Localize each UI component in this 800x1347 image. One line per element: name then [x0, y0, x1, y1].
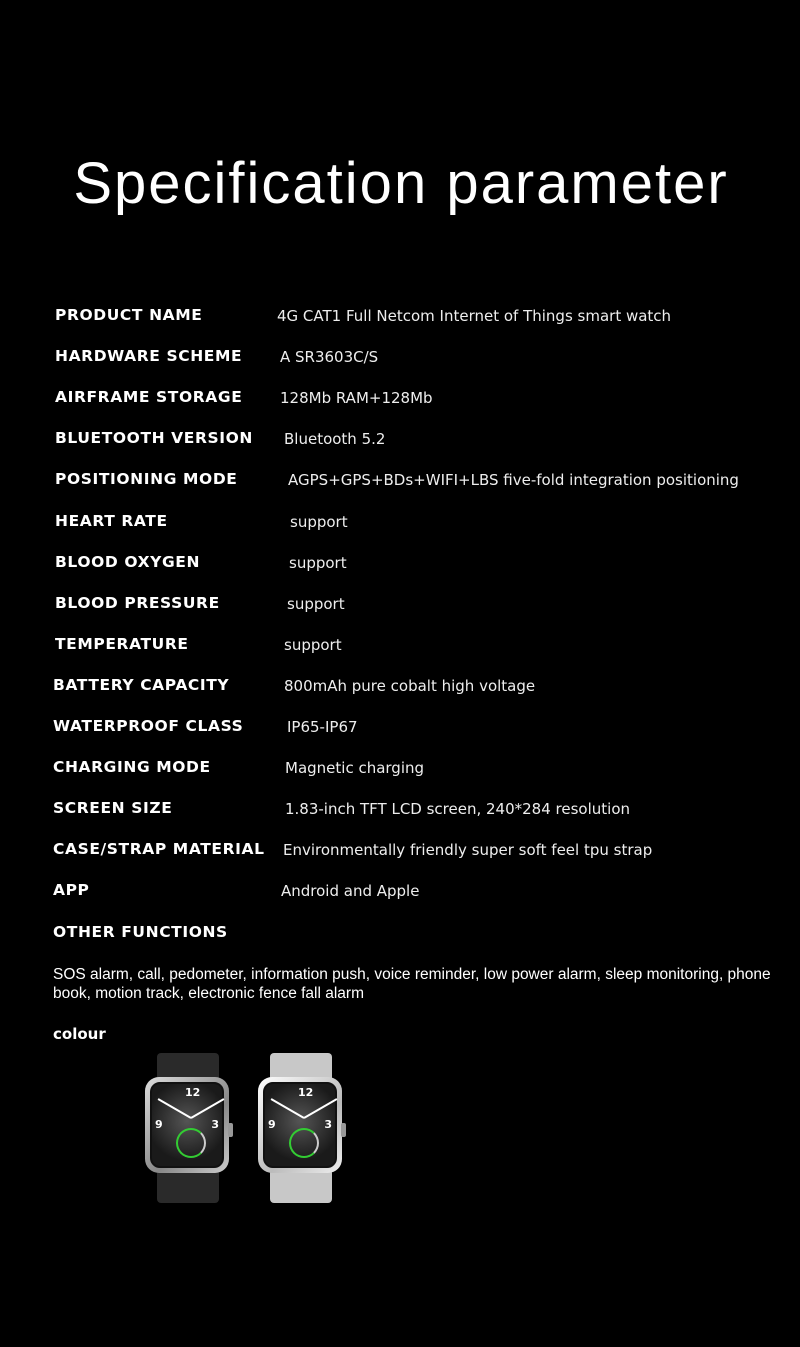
crown: [341, 1123, 346, 1137]
strap-bottom: [270, 1169, 332, 1203]
spec-row: [53, 840, 773, 862]
spec-value: support: [287, 594, 345, 613]
dial-number: 12: [185, 1086, 201, 1099]
spec-label: PRODUCT NAME: [55, 306, 203, 324]
spec-label: AIRFRAME STORAGE: [55, 388, 243, 407]
spec-label: BLOOD PRESSURE: [55, 593, 220, 612]
watch-hand: [191, 1098, 225, 1119]
spec-value: 800mAh pure cobalt high voltage: [284, 676, 536, 695]
dial-number: 12: [298, 1086, 314, 1099]
watch-hand: [158, 1098, 192, 1119]
spec-row: [55, 388, 775, 410]
spec-label: BATTERY CAPACITY: [53, 675, 230, 694]
spec-label: CASE/STRAP MATERIAL: [53, 840, 265, 859]
spec-label: HARDWARE SCHEME: [55, 347, 243, 366]
crown: [228, 1123, 233, 1137]
dial-number: 3: [324, 1118, 332, 1131]
watch-screen: [263, 1082, 337, 1168]
spec-row: [55, 594, 775, 616]
strap-bottom: [157, 1169, 219, 1203]
spec-value: 1.83-inch TFT LCD screen, 240*284 resolution: [285, 800, 631, 819]
watch-screen: [150, 1082, 224, 1168]
spec-row: [55, 306, 775, 328]
spec-value: 4G CAT1 Full Netcom Internet of Things smart watch: [277, 307, 672, 325]
spec-value: Magnetic charging: [285, 759, 425, 778]
spec-value: Bluetooth 5.2: [284, 430, 386, 449]
spec-label: BLOOD OXYGEN: [55, 552, 201, 571]
spec-row: [55, 512, 775, 534]
spec-label: BLUETOOTH VERSION: [55, 429, 253, 448]
watch-case: [258, 1077, 342, 1173]
spec-row: [55, 553, 775, 575]
spec-row: [55, 347, 775, 369]
spec-value: Environmentally friendly super soft feel tpu strap: [283, 841, 653, 860]
dial-number: 3: [211, 1118, 219, 1131]
watch-hand: [304, 1098, 338, 1119]
spec-row: [53, 799, 773, 821]
spec-row: [53, 676, 773, 698]
spec-row: [53, 717, 773, 739]
watch-image-black: [143, 1053, 233, 1203]
spec-row: [53, 881, 773, 903]
spec-label: APP: [53, 881, 90, 900]
spec-label: SCREEN SIZE: [53, 799, 173, 818]
spec-row: [53, 923, 773, 945]
spec-label: TEMPERATURE: [55, 634, 189, 653]
spec-label: WATERPROOF CLASS: [53, 717, 244, 735]
dial-number: 9: [155, 1118, 163, 1131]
spec-row: [53, 758, 773, 780]
spec-label: OTHER FUNCTIONS: [53, 922, 228, 941]
spec-row: [55, 429, 775, 451]
spec-value: 128Mb RAM+128Mb: [280, 389, 433, 408]
watch-hand: [271, 1098, 305, 1119]
spec-value: support: [289, 553, 347, 572]
dial-number: 9: [268, 1118, 276, 1131]
spec-value: A SR3603C/S: [280, 348, 379, 367]
colour-label: colour: [53, 1025, 106, 1043]
spec-value: support: [290, 512, 348, 531]
spec-value: Android and Apple: [281, 882, 420, 901]
spec-label: HEART RATE: [55, 511, 168, 530]
dial-ring: [289, 1128, 319, 1158]
spec-value: IP65-IP67: [287, 718, 358, 736]
other-functions-text: SOS alarm, call, pedometer, information push, voice reminder, low power alarm, sleep monitoring, phone book, motion track, electronic fence fall alarm: [53, 966, 771, 1002]
watch-case: [145, 1077, 229, 1173]
spec-row: [55, 470, 775, 492]
spec-value: AGPS+GPS+BDs+WIFI+LBS five-fold integration positioning: [288, 471, 739, 490]
dial-ring: [176, 1128, 206, 1158]
watch-image-silver: [256, 1053, 346, 1203]
spec-row: [55, 635, 775, 657]
spec-value: support: [284, 635, 342, 654]
spec-label: POSITIONING MODE: [55, 470, 238, 489]
page-title: Specification parameter: [73, 151, 729, 216]
spec-label: CHARGING MODE: [53, 758, 211, 777]
